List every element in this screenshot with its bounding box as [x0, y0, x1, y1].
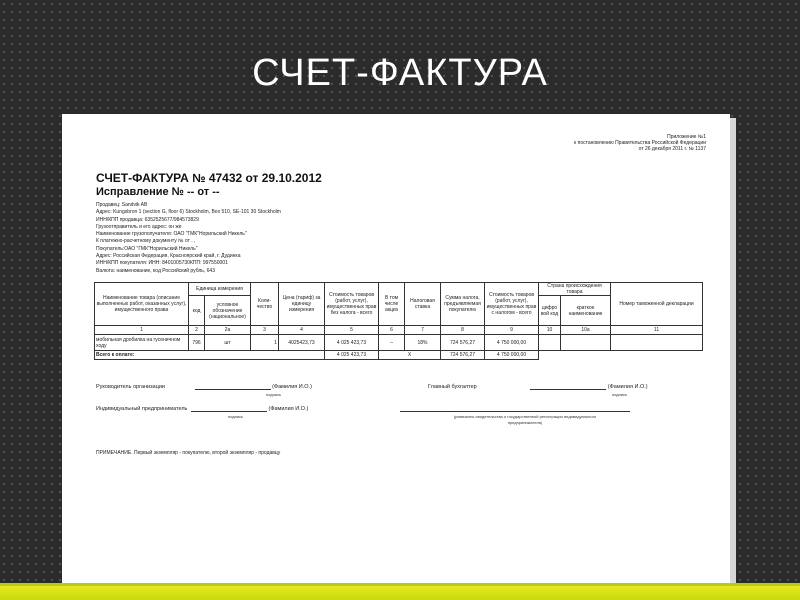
- row-country-name: [561, 335, 611, 351]
- table-row: [95, 335, 703, 351]
- total-empty: [561, 351, 611, 360]
- signature-line: [530, 384, 606, 390]
- row-tax-sum: 724 576,27: [441, 335, 485, 351]
- header-cost-with-tax: Стоимость товаров (работ, услуг), имущественных прав с налогом - всего: [485, 283, 539, 326]
- slide-title: СЧЕТ-ФАКТУРА: [252, 52, 548, 94]
- accountant-fio: (Фамилия И.О.): [607, 384, 648, 390]
- col-number: 10: [539, 326, 561, 335]
- field-consignee: Наименование грузополучателя: ОАО "ГМК"Норильский Никель": [96, 231, 247, 238]
- field-currency: Валюта: наименование, код Российский рубль, 643: [96, 267, 215, 274]
- col-number: 1: [95, 326, 189, 335]
- col-number: 4: [279, 326, 325, 335]
- header-customs: Номер таможенной декларации: [611, 283, 703, 326]
- appendix-note: [574, 134, 706, 152]
- row-code: 796: [189, 335, 205, 351]
- header-unit-code: код: [189, 296, 205, 326]
- head-signature-caption: подпись: [266, 392, 282, 397]
- col-number: 2а: [205, 326, 251, 335]
- entrepreneur-signature-caption: подпись: [228, 414, 244, 419]
- row-unit: шт: [205, 335, 251, 351]
- signature-entrepreneur: [96, 406, 308, 412]
- field-shipper: Грузоотправитель и его адрес: он же: [96, 223, 182, 230]
- accountant-signature-caption: подпись: [612, 392, 628, 397]
- row-qty: 1: [251, 335, 279, 351]
- row-excise: --: [379, 335, 405, 351]
- signature-line: [195, 384, 271, 390]
- header-name: Наименование товара (описание выполненных работ, оказанных услуг), имущественного права: [95, 283, 189, 326]
- total-cost-with-tax: 4 750 000,00: [485, 351, 539, 360]
- field-payment-doc: К платежно-расчетному документу № от . ,: [96, 238, 196, 245]
- header-country-name: краткое наименование: [561, 296, 611, 326]
- header-unit-name: условное обозначение (национальное): [205, 296, 251, 326]
- col-number: 3: [251, 326, 279, 335]
- certificate-caption: (реквизиты свидетельства о государственной регистрации индивидуального предпринимателя): [453, 414, 597, 425]
- invoice-correction: Исправление № -- от --: [96, 186, 220, 198]
- field-seller: Продавец: Sandvik AB: [96, 202, 148, 208]
- col-number: 8: [441, 326, 485, 335]
- signature-accountant: [428, 384, 648, 390]
- row-price: 4025423,73: [279, 335, 325, 351]
- col-number: 9: [485, 326, 539, 335]
- head-fio: (Фамилия И.О.): [272, 384, 312, 390]
- appendix-line-3: от 26 декабря 2011 г. № 1137: [638, 146, 706, 152]
- appendix-line-1: Приложение №1: [667, 134, 706, 140]
- header-unit: Единица измерения: [189, 283, 251, 296]
- invoice-fields: [96, 202, 281, 275]
- appendix-line-2: к постановлению Правительства Российской Федерации: [574, 140, 706, 146]
- entrepreneur-label: Индивидуальный предприниматель: [96, 406, 188, 412]
- total-cost-no-tax: 4 025 423,73: [325, 351, 379, 360]
- header-tax-sum: Сумма налога, предъявляемая покупателю: [441, 283, 485, 326]
- row-country-code: [539, 335, 561, 351]
- row-rate: 18%: [405, 335, 441, 351]
- signature-line: [191, 406, 267, 412]
- header-country-code: цифро вой код: [539, 296, 561, 326]
- accountant-label: Главный бухгалтер: [428, 384, 477, 390]
- total-tax-sum: 724 576,27: [441, 351, 485, 360]
- head-label: Руководитель организации: [96, 384, 166, 390]
- header-qty: Коли-чество: [251, 283, 279, 326]
- header-country: Страна происхождения товара: [539, 283, 611, 296]
- col-number: 11: [611, 326, 703, 335]
- col-number: 5: [325, 326, 379, 335]
- header-rate: Налоговая ставка: [405, 283, 441, 326]
- field-buyer-address: Адрес: Российская Федерация, Красноярский край, г. Дудинка: [96, 253, 241, 260]
- col-number: 6: [379, 326, 405, 335]
- bottom-accent-stripe: [0, 586, 800, 600]
- row-cost-no-tax: 4 025 423,73: [325, 335, 379, 351]
- field-seller-address: Адрес: Kungsbron 1 (section G, floor 6) Stockholm, Box 510, SE-101 30 Stockholm: [96, 209, 281, 216]
- signature-head: [96, 384, 312, 390]
- field-seller-inn: ИНН/КПП продавца: 6352525677/984573829: [96, 216, 199, 223]
- header-excise: В том числе акциз: [379, 283, 405, 326]
- header-cost-no-tax: Стоимость товаров (работ, услуг), имущественных прав без налога - всего: [325, 283, 379, 326]
- header-price: Цена (тариф) за единицу измерения: [279, 283, 325, 326]
- total-empty: [539, 351, 561, 360]
- row-cost-with-tax: 4 750 000,00: [485, 335, 539, 351]
- total-row: [95, 351, 703, 360]
- field-buyer: Покупатель:ОАО "ГМК"Норильский Никель": [96, 245, 198, 252]
- col-number: 2: [189, 326, 205, 335]
- col-number: 10а: [561, 326, 611, 335]
- row-customs: [611, 335, 703, 351]
- certificate-line: [400, 411, 630, 412]
- total-empty: [611, 351, 703, 360]
- entrepreneur-fio: (Фамилия И.О.): [268, 406, 309, 412]
- field-buyer-inn: ИНН/КПП покупателя: ИНН: 8401005730КПП: 997550001: [96, 260, 228, 267]
- total-label: Всего к оплате:: [95, 351, 325, 360]
- row-name: мобильная дробилка на гусеничном ходу: [95, 335, 189, 351]
- invoice-document: [62, 114, 730, 586]
- col-number: 7: [405, 326, 441, 335]
- invoice-table: [94, 282, 703, 360]
- note: ПРИМЕЧАНИЕ. Первый экземпляр - покупателю, второй экземпляр - продавцу: [96, 450, 281, 456]
- total-excise: X: [379, 351, 441, 360]
- invoice-title: СЧЕТ-ФАКТУРА № 47432 от 29.10.2012: [96, 171, 322, 185]
